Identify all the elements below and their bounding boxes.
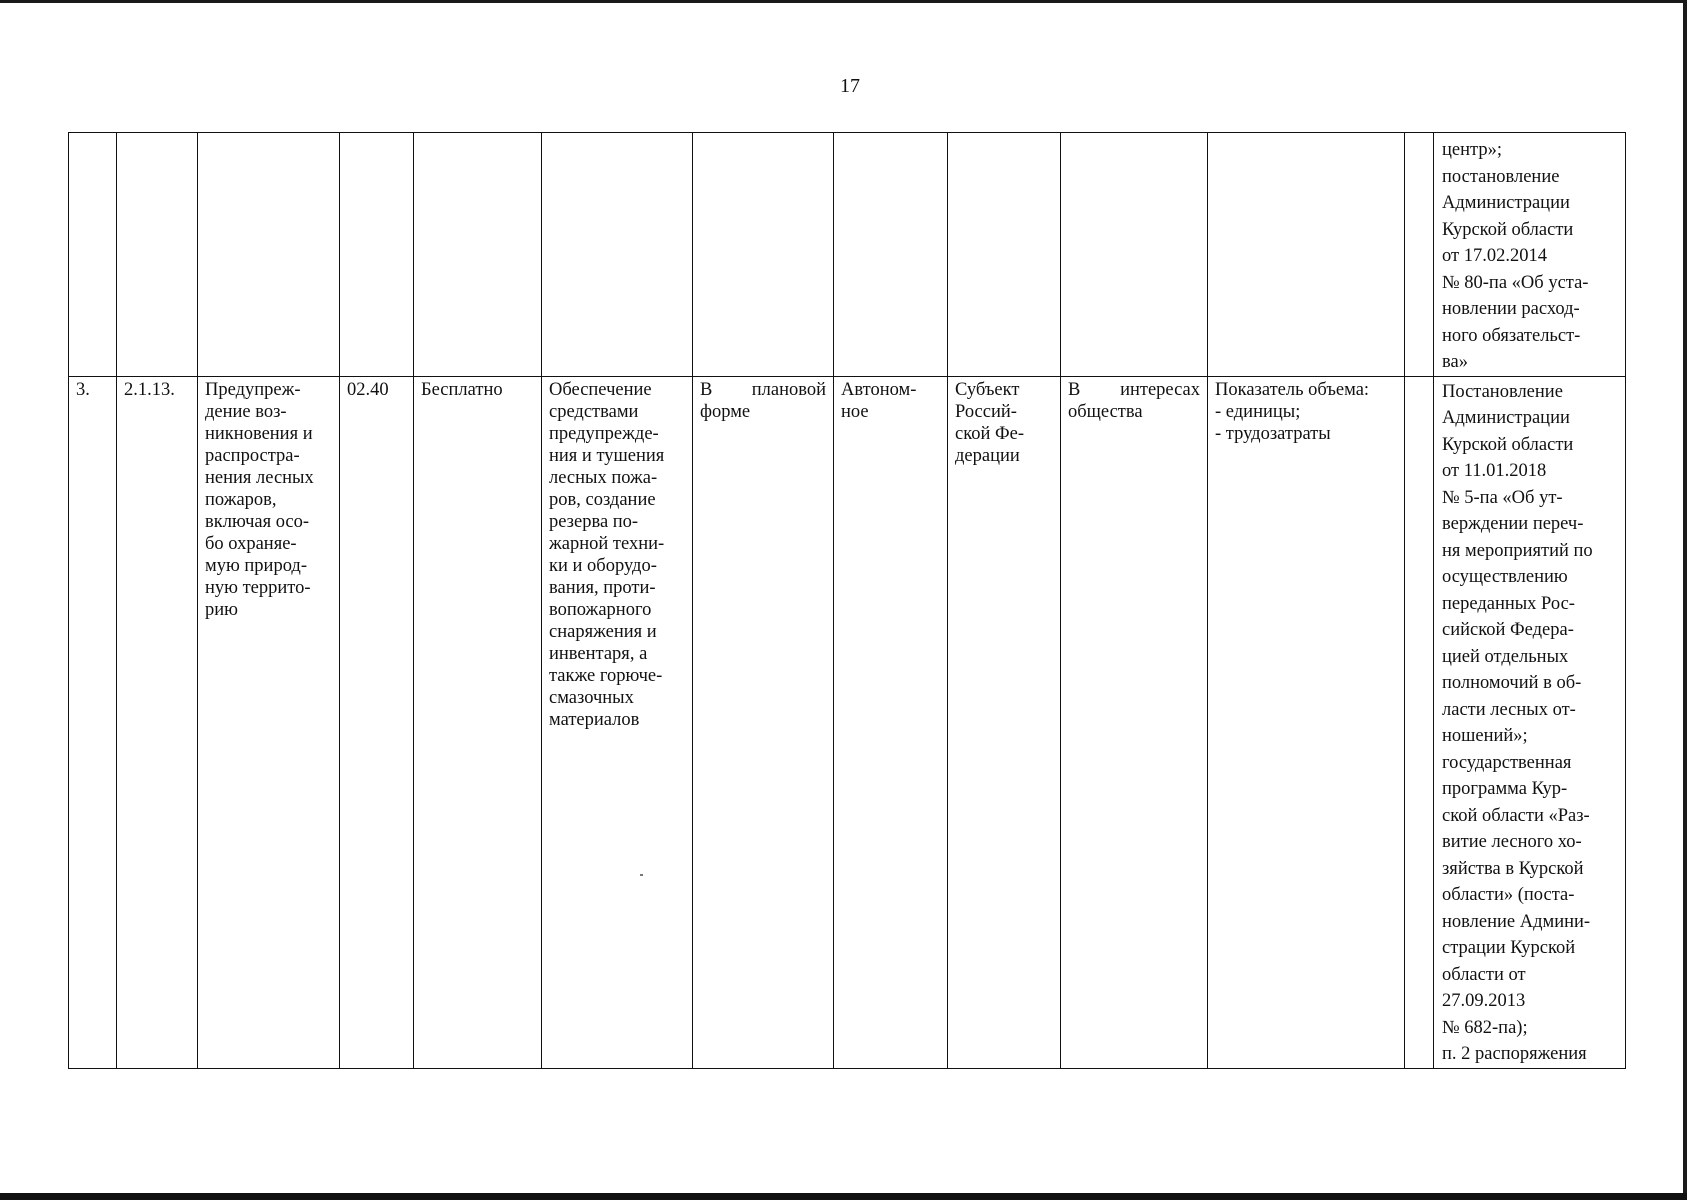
indicators-cell: Показатель объема: - единицы; - трудозатраты [1208,376,1405,1068]
institution-type-cell: Автоном- ное [834,376,948,1068]
scan-artifact [640,874,643,876]
table-cell-empty [693,133,834,377]
service-name-cell: Предупреж- дение воз- никновения и распростра- нения лесных пожаров, включая осо- бо охраняе- мую природ- ную террито- рию [198,376,340,1068]
consumers-cell: В интересах общества [1061,376,1208,1068]
scan-border-bottom [0,1193,1687,1200]
table-cell-empty [340,133,414,377]
table-cell-empty [1208,133,1405,377]
table-cell-empty [1061,133,1208,377]
scan-border-right [1683,0,1687,1200]
founder-cell: Субъект Россий- ской Фе- дерации [948,376,1061,1068]
service-form-cell: В плановой форме [693,376,834,1068]
service-code-cell: 2.1.13. [117,376,198,1068]
table-cell-empty [542,133,693,377]
table-cell-empty [198,133,340,377]
legal-basis-cell: Постановление Администрации Курской области от 11.01.2018 № 5-па «Об ут- верждении переч- ня мероприятий по осуществлению переданных Рос- сийской Федера- цией отдельных полномочий в об- ласти лесных от- ношений»; государственная программа Кур- ской области «Раз- витие лесного хо- зяйства в Курской области» (поста- новление Админи- страции Курской области от 27.09.2013 № 682-па); п. 2 распоряжения [1434,376,1626,1068]
table-cell-empty [834,133,948,377]
service-content-cell: Обеспечение средствами предупрежде- ния и тушения лесных пожа- ров, создание резерва по- жарной техни- ки и оборудо- вания, проти- вопожарного снаряжения и инвентаря, а также горюче- смазочных материалов [542,376,693,1068]
table-cell-empty [1405,376,1434,1068]
payment-cell: Бесплатно [414,376,542,1068]
page-number: 17 [840,75,860,97]
table-cell-empty [69,133,117,377]
table-row-continued [69,133,1626,377]
services-table [68,132,1626,1069]
legal-basis-continued-cell: центр»; постановление Администрации Курской области от 17.02.2014 № 80-па «Об уста- новлении расход- ного обязательст- ва» [1434,133,1626,377]
row-number-cell: 3. [69,376,117,1068]
table-cell-empty [117,133,198,377]
table-cell-empty [1405,133,1434,377]
table-cell-empty [414,133,542,377]
table-row [69,376,1626,1068]
scan-border-top [0,0,1687,3]
okved-code-cell: 02.40 [340,376,414,1068]
table-cell-empty [948,133,1061,377]
